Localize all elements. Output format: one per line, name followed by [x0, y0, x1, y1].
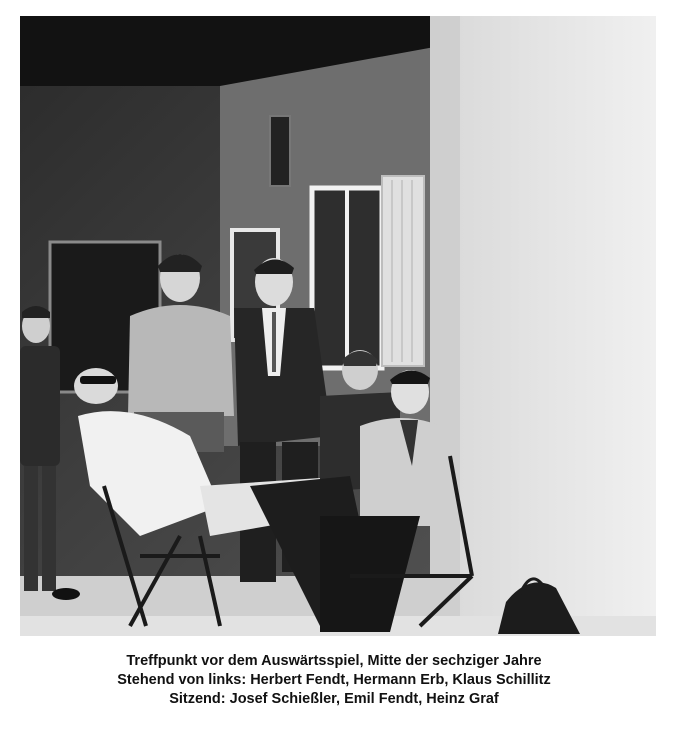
window-shutter — [382, 176, 424, 366]
wall-lamp — [270, 116, 290, 186]
photo-caption — [0, 652, 668, 709]
caption-line-1: Treffpunkt vor dem Auswärtsspiel, Mitte der sechziger Jahre — [126, 653, 542, 669]
caption-line-2: Stehend von links: Herbert Fendt, Hermann Erb, Klaus Schillitz — [117, 672, 551, 688]
group-photo — [20, 16, 656, 636]
group-photo-illustration — [20, 16, 656, 636]
caption-line-3: Sitzend: Josef Schießler, Emil Fendt, Heinz Graf — [169, 691, 499, 707]
house-wall — [440, 16, 656, 636]
